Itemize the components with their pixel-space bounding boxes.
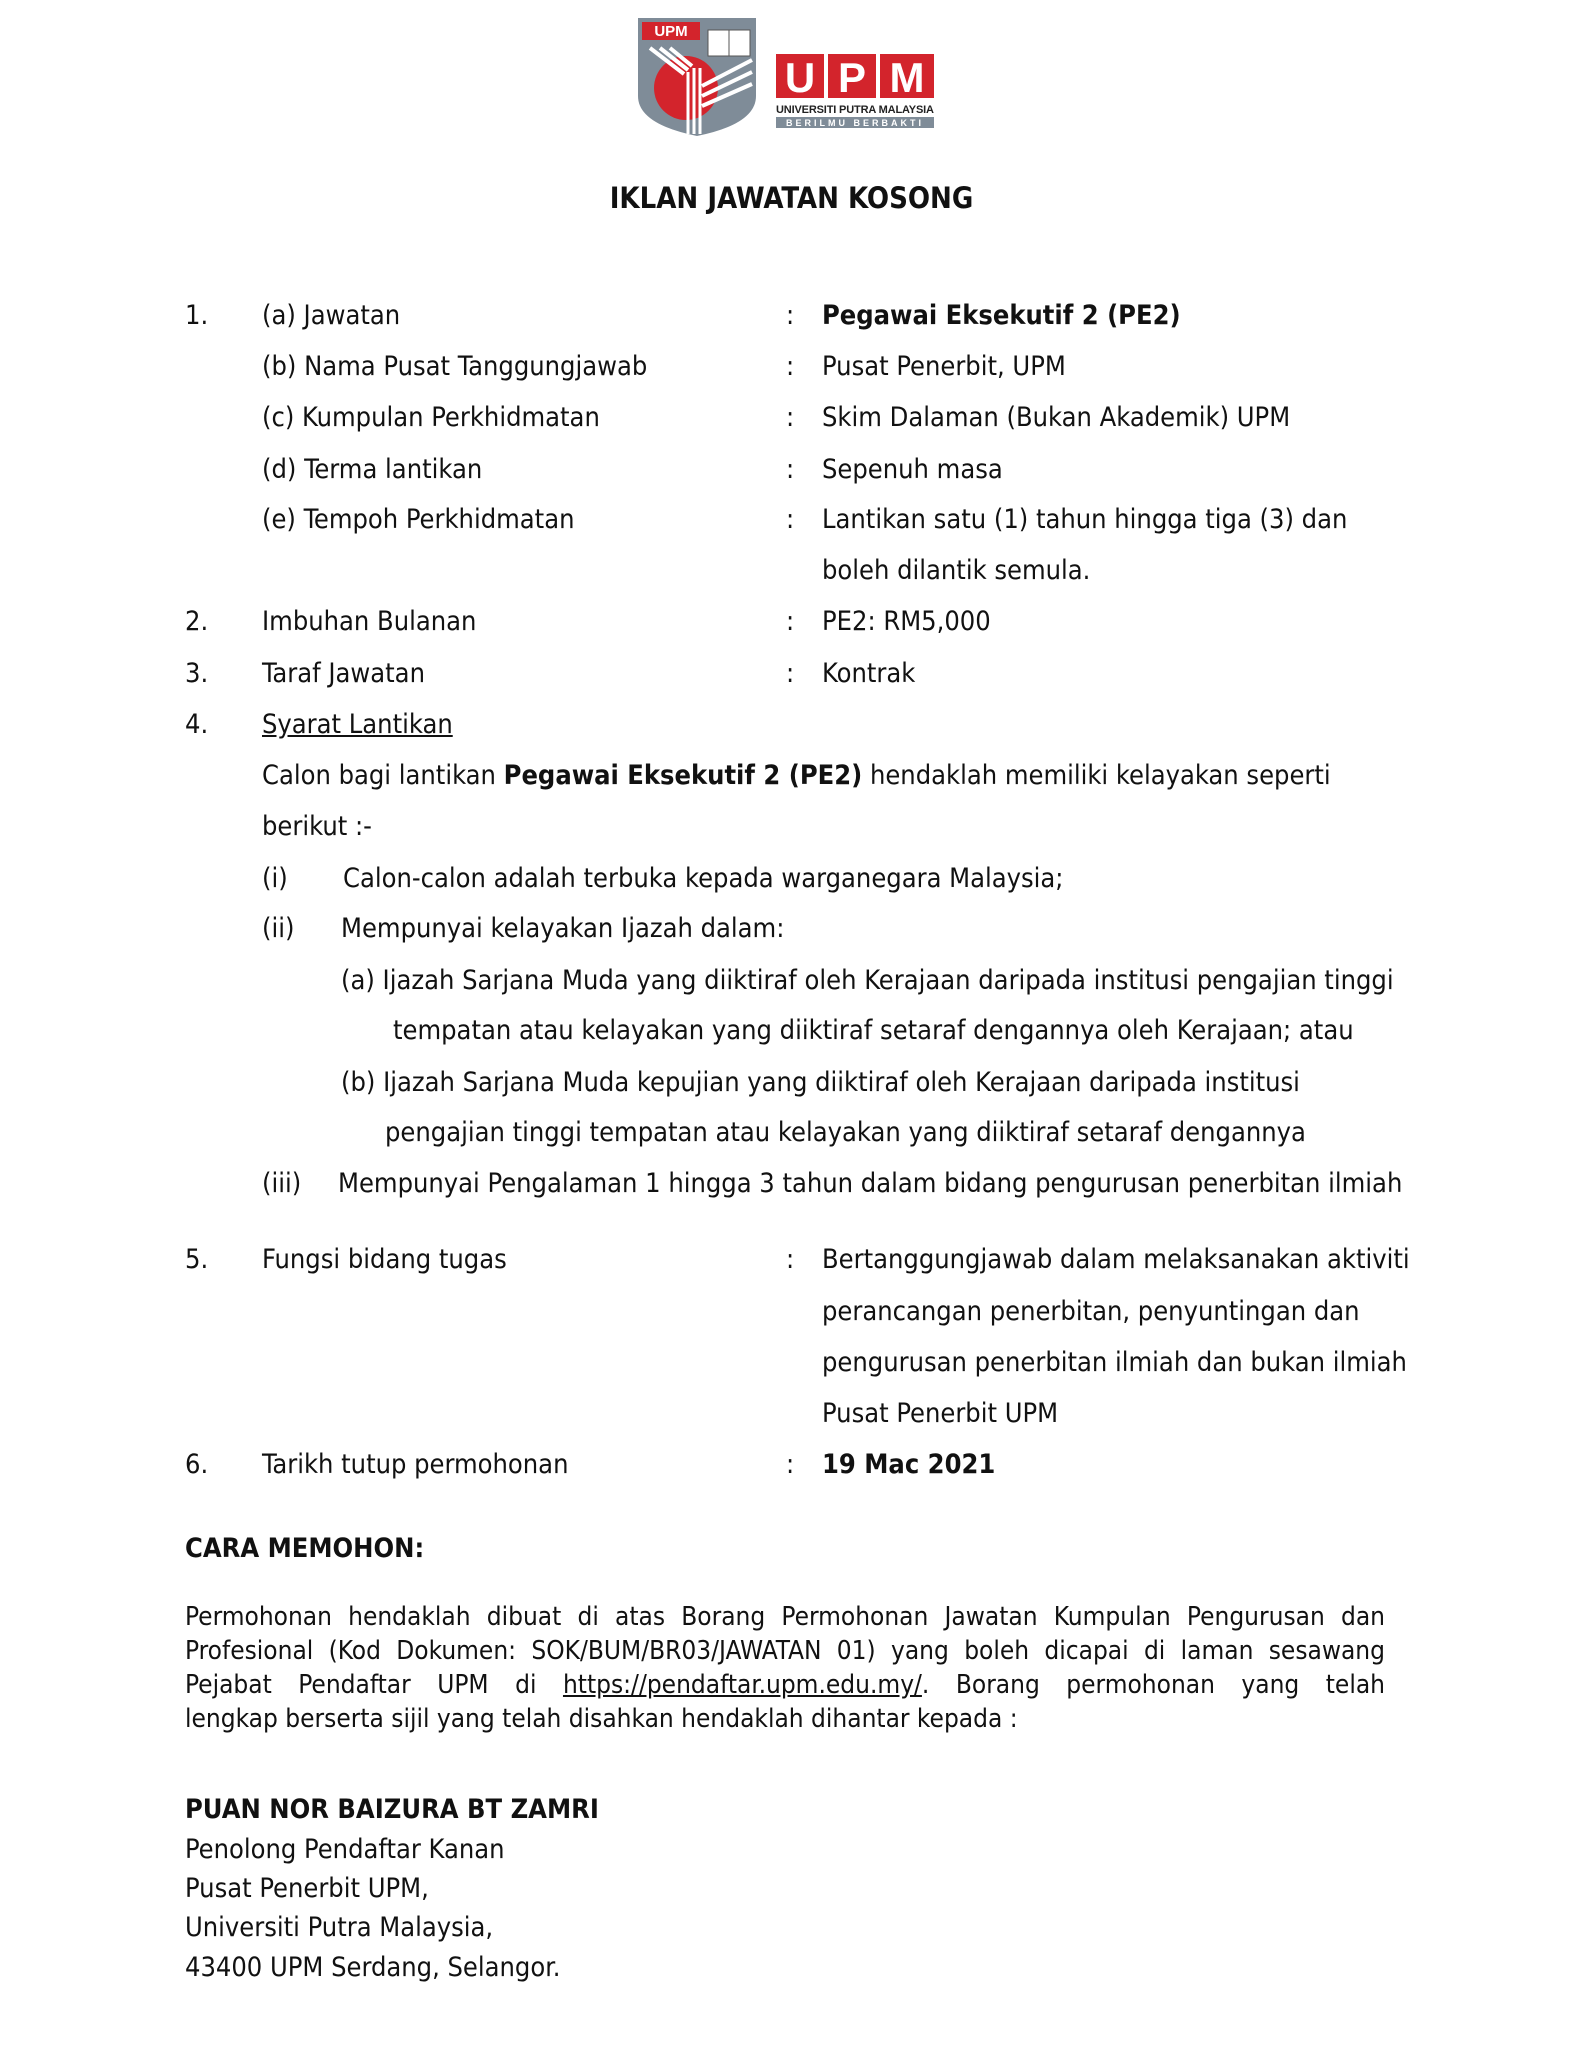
upm-wordmark: [776, 54, 934, 128]
section-heading: Syarat Lantikan: [262, 709, 453, 740]
list-item: Mempunyai Pengalaman 1 hingga 3 tahun dalam bidang pengurusan penerbitan ilmiah: [338, 1168, 1403, 1199]
list-item: Mempunyai kelayakan Ijazah dalam:: [341, 913, 785, 944]
colon: :: [786, 300, 795, 331]
field-label: (d) Terma lantikan: [262, 454, 483, 485]
upm-logo: [636, 16, 936, 136]
field-value-continued: perancangan penerbitan, penyuntingan dan: [822, 1296, 1360, 1327]
list-marker: (i): [262, 863, 288, 894]
intro-text: Calon bagi lantikan Pegawai Eksekutif 2 (PE2) hendaklah memiliki kelayakan seperti: [262, 760, 1331, 791]
field-value: Skim Dalaman (Bukan Akademik) UPM: [822, 402, 1291, 433]
sub-list-item-continued: tempatan atau kelayakan yang diiktiraf setaraf dengannya oleh Kerajaan; atau: [393, 1015, 1354, 1046]
page-title: IKLAN JAWATAN KOSONG: [609, 181, 974, 215]
field-value-jawatan: Pegawai Eksekutif 2 (PE2): [822, 300, 1181, 331]
contact-name: PUAN NOR BAIZURA BT ZAMRI: [185, 1794, 599, 1825]
colon: :: [786, 454, 795, 485]
field-label: Tarikh tutup permohonan: [262, 1449, 569, 1480]
sub-list-item: (b) Ijazah Sarjana Muda kepujian yang diiktiraf oleh Kerajaan daripada institusi: [341, 1067, 1300, 1098]
sub-list-item: (a) Ijazah Sarjana Muda yang diiktiraf oleh Kerajaan daripada institusi pengajian tinggi: [341, 965, 1394, 996]
upm-crest-icon: [638, 18, 756, 136]
field-label: (b) Nama Pusat Tanggungjawab: [262, 351, 648, 382]
contact-title: Penolong Pendaftar Kanan: [185, 1834, 505, 1865]
svg-text:M: M: [889, 54, 925, 101]
field-label: Fungsi bidang tugas: [262, 1244, 507, 1275]
field-value-continued: boleh dilantik semula.: [822, 555, 1091, 586]
colon: :: [786, 504, 795, 535]
section-number: 4.: [185, 709, 209, 740]
field-value: Lantikan satu (1) tahun hingga tiga (3) dan: [822, 504, 1348, 535]
paragraph-line: Permohonan hendaklah dibuat di atas Borang Permohonan Jawatan Kumpulan Pengurusan dan: [185, 1602, 1385, 1632]
section-number: 5.: [185, 1244, 209, 1275]
colon: :: [786, 351, 795, 382]
field-value: Kontrak: [822, 658, 916, 689]
svg-text:UNIVERSITI PUTRA MALAYSIA: UNIVERSITI PUTRA MALAYSIA: [776, 104, 934, 116]
paragraph-line: Pejabat Pendaftar UPM di https://pendaftar.upm.edu.my/. Borang permohonan yang telah: [185, 1670, 1385, 1700]
colon: :: [786, 1244, 795, 1275]
contact-address: Pusat Penerbit UPM,: [185, 1873, 429, 1904]
svg-text:BERILMU BERBAKTI: BERILMU BERBAKTI: [786, 118, 924, 128]
paragraph-line: Profesional (Kod Dokumen: SOK/BUM/BR03/JAWATAN 01) yang boleh dicapai di laman sesawang: [185, 1636, 1385, 1666]
field-label: Taraf Jawatan: [262, 658, 425, 689]
svg-text:UPM: UPM: [654, 23, 688, 40]
field-label: Imbuhan Bulanan: [262, 606, 477, 637]
registrar-link[interactable]: https://pendaftar.upm.edu.my/: [562, 1670, 922, 1700]
contact-address: 43400 UPM Serdang, Selangor.: [185, 1952, 561, 1983]
svg-text:U: U: [784, 54, 816, 101]
list-item: Calon-calon adalah terbuka kepada warganegara Malaysia;: [343, 863, 1064, 894]
field-value: Sepenuh masa: [822, 454, 1003, 485]
svg-text:P: P: [837, 54, 867, 101]
contact-address: Universiti Putra Malaysia,: [185, 1912, 494, 1943]
field-label: (c) Kumpulan Perkhidmatan: [262, 402, 600, 433]
section-number: 2.: [185, 606, 209, 637]
list-marker: (iii): [262, 1168, 302, 1199]
list-marker: (ii): [262, 913, 295, 944]
colon: :: [786, 1449, 795, 1480]
field-value: PE2: RM5,000: [822, 606, 991, 637]
section-number: 6.: [185, 1449, 209, 1480]
section-number: 1.: [185, 300, 209, 331]
field-value: Bertanggungjawab dalam melaksanakan aktiviti: [822, 1244, 1410, 1275]
closing-date: 19 Mac 2021: [822, 1449, 996, 1480]
section-number: 3.: [185, 658, 209, 689]
field-label: (e) Tempoh Perkhidmatan: [262, 504, 575, 535]
colon: :: [786, 658, 795, 689]
how-to-apply-heading: CARA MEMOHON:: [185, 1533, 425, 1564]
how-to-apply-paragraph: [185, 1600, 1385, 1736]
sub-list-item-continued: pengajian tinggi tempatan atau kelayakan yang diiktiraf setaraf dengannya: [385, 1117, 1306, 1148]
colon: :: [786, 402, 795, 433]
paragraph-line: lengkap berserta sijil yang telah disahkan hendaklah dihantar kepada :: [185, 1704, 1018, 1734]
field-value-continued: Pusat Penerbit UPM: [822, 1398, 1059, 1429]
intro-text-continued: berikut :-: [262, 811, 372, 842]
colon: :: [786, 606, 795, 637]
field-label: (a) Jawatan: [262, 300, 401, 331]
field-value-continued: pengurusan penerbitan ilmiah dan bukan ilmiah: [822, 1347, 1407, 1378]
field-value: Pusat Penerbit, UPM: [822, 351, 1066, 382]
